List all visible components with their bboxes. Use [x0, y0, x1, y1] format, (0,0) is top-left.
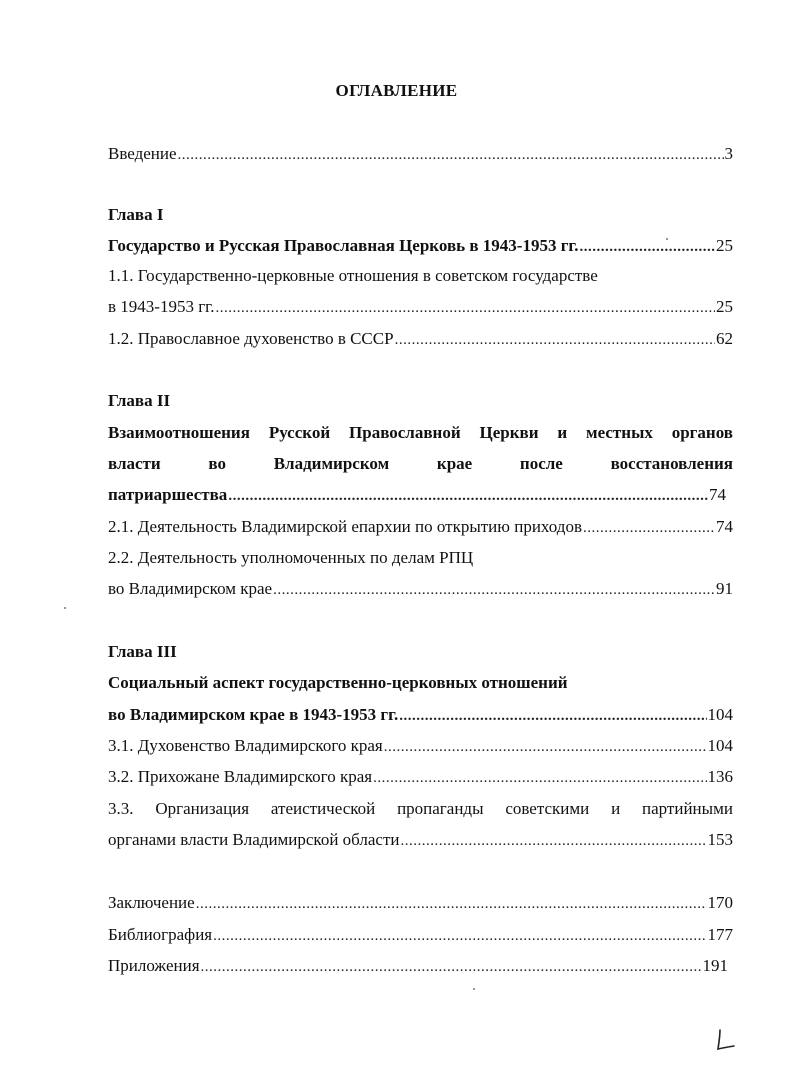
toc-entry-label: органами власти Владимирской области — [108, 830, 400, 849]
toc-page-number: 191 — [702, 956, 728, 975]
toc-entry-3-2[interactable] — [108, 765, 733, 789]
toc-entry-label: во Владимирском крае в 1943-1953 гг. — [108, 705, 399, 724]
toc-entry-3-3-line2[interactable] — [108, 828, 733, 852]
scan-speck — [64, 607, 66, 609]
toc-page-number: 25 — [716, 297, 733, 316]
title-word: во — [208, 454, 226, 473]
toc-entry-1-1-line2[interactable] — [108, 295, 733, 319]
toc-entry-2-2-line1[interactable]: 2.2. Деятельность уполномоченных по делам РПЦ — [108, 548, 474, 567]
toc-entry-1-1-line1[interactable]: 1.1. Государственно-церковные отношения в советском государстве — [108, 266, 598, 285]
toc-entry-label: 3.1. Духовенство Владимирского края — [108, 736, 383, 755]
title-word: Русской — [268, 423, 331, 442]
chapter-2-label: Глава II — [108, 391, 171, 410]
toc-entry-label: 3.2. Прихожане Владимирского края — [108, 767, 373, 786]
toc-entry-label: 2.1. Деятельность Владимирской епархии по открытию приходов — [108, 517, 582, 536]
toc-entry-chapter-2-title-line2[interactable] — [108, 452, 733, 476]
toc-entry-chapter-2-title-line3[interactable] — [108, 483, 726, 507]
handwritten-mark — [712, 1027, 738, 1053]
chapter-1-label: Глава I — [108, 205, 164, 224]
dot-leader — [384, 735, 707, 759]
toc-entry-label: Государство и Русская Православная Церковь в 1943-1953 гг. — [108, 236, 579, 255]
dot-leader — [395, 328, 715, 352]
title-word: Владимирском — [273, 454, 390, 473]
toc-entry-2-1[interactable] — [108, 515, 733, 539]
entry-word: советскими — [505, 799, 590, 818]
entry-word: пропаганды — [397, 799, 484, 818]
title-word: местных — [586, 423, 653, 442]
toc-entry-1-2[interactable] — [108, 327, 733, 351]
entry-word: Организация — [155, 799, 250, 818]
dot-leader — [196, 892, 707, 916]
toc-entry-3-3-line1[interactable] — [108, 797, 733, 821]
toc-page-number: 25 — [716, 236, 733, 255]
toc-entry-appendix[interactable] — [108, 954, 728, 978]
dot-leader — [228, 484, 708, 508]
entry-word: атеистической — [270, 799, 376, 818]
dot-leader — [178, 143, 724, 167]
toc-page-number: 74 — [716, 517, 733, 536]
title-word: крае — [436, 454, 473, 473]
title-word: Православной — [349, 423, 461, 442]
toc-page-number: 62 — [716, 329, 733, 348]
toc-entry-label: Библиография — [108, 925, 213, 944]
entry-word: 3.3. — [108, 799, 134, 818]
toc-page-number: 104 — [707, 705, 733, 724]
title-word: власти — [108, 454, 161, 473]
toc-entry-label: 1.2. Православное духовенство в СССР — [108, 329, 394, 348]
title-word: восстановления — [610, 454, 733, 473]
toc-entry-chapter-3-title-line1[interactable]: Социальный аспект государственно-церковных отношений — [108, 673, 568, 692]
toc-entry-chapter-3-title-line2[interactable] — [108, 703, 733, 727]
dot-leader — [373, 766, 706, 790]
toc-entry-label: во Владимирском крае — [108, 579, 273, 598]
dot-leader — [579, 235, 715, 259]
toc-page-number: 153 — [707, 830, 733, 849]
dot-leader — [583, 516, 715, 540]
toc-entry-bibliography[interactable] — [108, 923, 733, 947]
title-word: органов — [671, 423, 733, 442]
title-word: Церкви — [479, 423, 539, 442]
toc-page-number: 3 — [724, 144, 733, 163]
toc-entry-chapter-1-title[interactable] — [108, 234, 733, 258]
entry-word: и — [611, 799, 621, 818]
dot-leader — [201, 955, 702, 979]
chapter-3-label: Глава III — [108, 642, 177, 661]
toc-entry-conclusion[interactable] — [108, 891, 733, 915]
scan-speck — [666, 238, 668, 240]
dot-leader — [213, 924, 706, 948]
toc-entry-intro[interactable] — [108, 142, 733, 166]
page-title: ОГЛАВЛЕНИЕ — [335, 81, 458, 100]
dot-leader — [399, 704, 706, 728]
dot-leader — [401, 829, 707, 853]
toc-page-number: 91 — [716, 579, 733, 598]
toc-page-number: 136 — [707, 767, 733, 786]
toc-entry-label: Введение — [108, 144, 177, 163]
toc-entry-label: в 1943-1953 гг. — [108, 297, 215, 316]
toc-page-number: 104 — [707, 736, 733, 755]
toc-page-number: 177 — [707, 925, 733, 944]
toc-entry-label: Заключение — [108, 893, 195, 912]
toc-entry-chapter-2-title-line1[interactable] — [108, 421, 733, 445]
toc-page-number: 74 — [709, 485, 726, 504]
entry-word: партийными — [642, 799, 733, 818]
title-word: и — [557, 423, 568, 442]
scan-speck — [473, 988, 475, 990]
toc-entry-label: патриаршества — [108, 485, 228, 504]
dot-leader — [273, 578, 715, 602]
title-word: после — [519, 454, 563, 473]
toc-entry-3-1[interactable] — [108, 734, 733, 758]
toc-entry-label: Приложения — [108, 956, 200, 975]
title-word: Взаимоотношения — [108, 423, 250, 442]
toc-entry-2-2-line2[interactable] — [108, 577, 733, 601]
dot-leader — [215, 296, 715, 320]
toc-page-number: 170 — [707, 893, 733, 912]
